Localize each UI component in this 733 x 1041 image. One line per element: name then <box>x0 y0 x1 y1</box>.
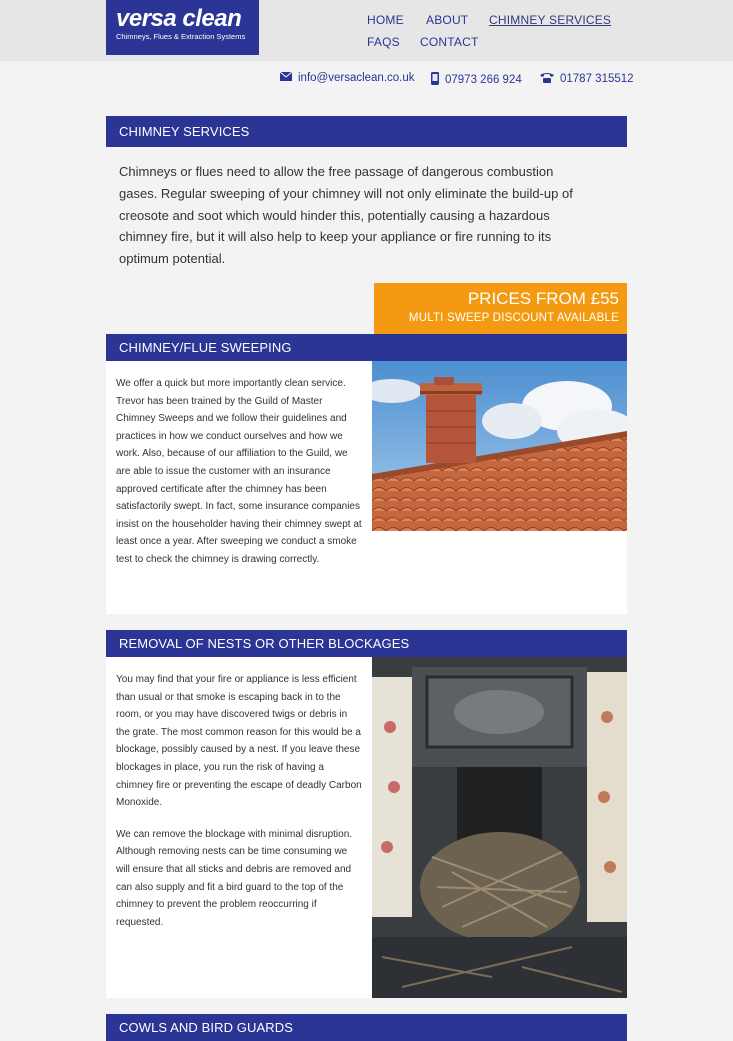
contact-email[interactable] <box>280 72 415 84</box>
section-title-nests: REMOVAL OF NESTS OR OTHER BLOCKAGES <box>106 630 627 657</box>
nav-contact[interactable]: CONTACT <box>420 35 479 49</box>
mobile-phone-icon <box>431 72 439 88</box>
section-title-sweeping: CHIMNEY/FLUE SWEEPING <box>106 334 627 361</box>
contact-mobile[interactable] <box>431 72 522 88</box>
nav-about[interactable]: ABOUT <box>426 13 469 27</box>
logo-name: versa clean <box>116 5 242 32</box>
fireplace-nest-photo <box>372 657 627 998</box>
telephone-icon <box>540 72 554 86</box>
nav-home[interactable]: HOME <box>367 13 404 27</box>
section-text-nests <box>116 671 362 945</box>
chimney-roof-photo <box>372 361 627 531</box>
section-card-sweeping <box>106 361 627 614</box>
email-text: info@versaclean.co.uk <box>298 72 415 85</box>
section-card-nests <box>106 657 627 998</box>
nav-faqs[interactable]: FAQS <box>367 35 400 49</box>
envelope-icon <box>280 72 292 84</box>
section-paragraph: You may find that your fire or appliance is less efficient than usual or that smoke is escaping back in to the room, or you may have discovered twigs or debris in the grate. The most common reason for this would be a blockage, possibly caused by a nest. If you leave these blockages in place, you run the risk of having a chimney fire or preventing the escape of deadly Carbon Monoxide. <box>116 674 362 809</box>
intro-text: Chimneys or flues need to allow the free passage of dangerous combustion gases. Regular sweeping of your chimney will not only eliminate the build-up of creosote and soot which would hinder this, potentially causing a hazardous chimney fire, but it will also help to keep your appliance or fire running to its optimum potential. <box>119 164 573 267</box>
section-paragraph: We can remove the blockage with minimal disruption. Although removing nests can be time consuming we will ensure that all sticks and debris are removed and can also supply and fit a bird guard to the top of the chimney to prevent the problem reoccurring if requested. <box>116 828 353 928</box>
mobile-text: 07973 266 924 <box>445 74 522 87</box>
prices-headline: PRICES FROM £55 <box>467 289 619 308</box>
prices-subline: MULTI SWEEP DISCOUNT AVAILABLE <box>408 312 619 324</box>
phone-text: 01787 315512 <box>560 73 634 86</box>
logo-tagline: Chimneys, Flues & Extraction Systems <box>116 32 246 41</box>
section-text-sweeping <box>116 375 362 583</box>
page-title: CHIMNEY SERVICES <box>106 116 627 147</box>
contact-phone[interactable] <box>540 72 634 86</box>
prices-banner <box>374 283 627 334</box>
intro-block <box>106 147 627 283</box>
nav-chimney-services[interactable]: CHIMNEY SERVICES <box>489 13 612 27</box>
section-title-cowls: COWLS AND BIRD GUARDS <box>106 1014 627 1041</box>
logo[interactable] <box>106 0 259 55</box>
section-paragraph: We offer a quick but more importantly clean service. Trevor has been trained by the Guild of Master Chimney Sweeps and we follow their guidelines and practices in how we conduct ourselves and how we work. Also, because of our affiliation to the Guild, we are able to issue the customer with an insurance approved certificate after the chimney has been satisfactorily swept. In fact, some insurance companies insist on the householder having their chimney swept at least once a year. After sweeping we conduct a smoke test to check the chimney is drawing correctly. <box>116 378 362 565</box>
